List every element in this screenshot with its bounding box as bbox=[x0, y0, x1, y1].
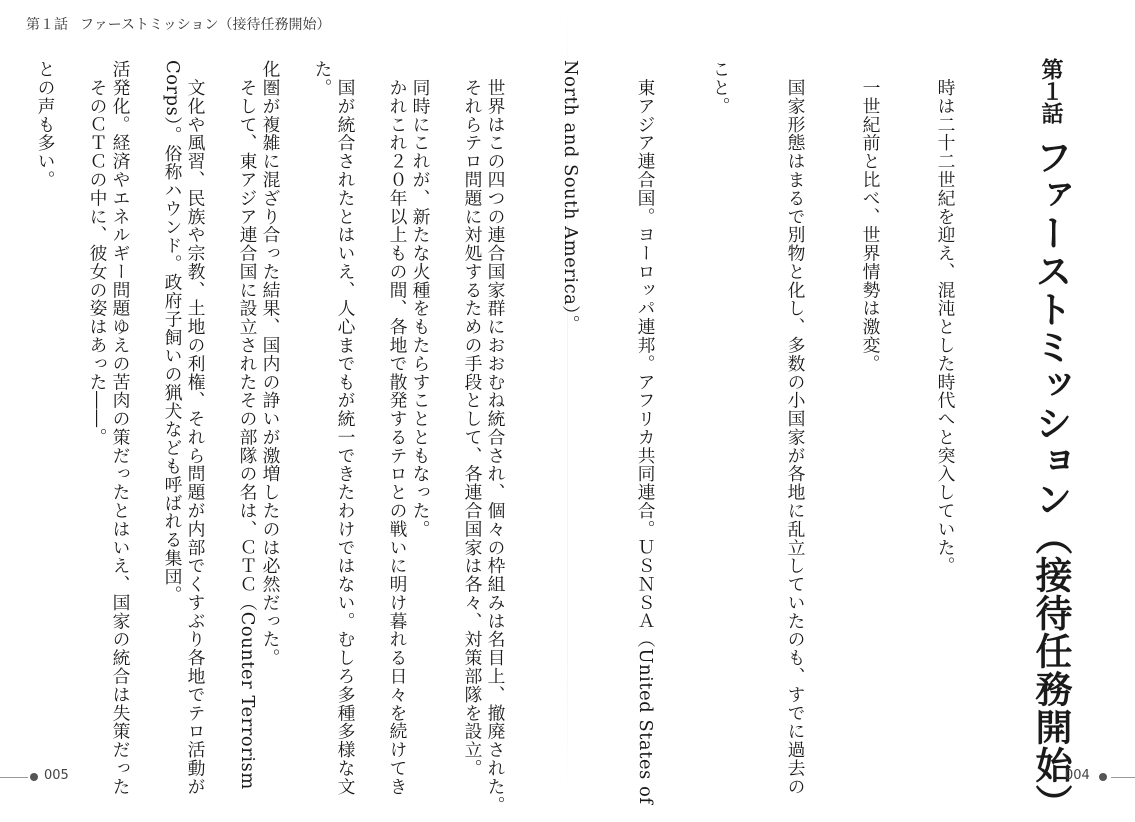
body-line: 国が統合されたとはいえ、人心までもが統一できたわけではない。むしろ多種多様な文 bbox=[335, 60, 356, 796]
body-line: た。 bbox=[312, 60, 333, 97]
chapter-title-text: ファーストミッション（接待任務開始） bbox=[1029, 137, 1072, 822]
footer-rule bbox=[1111, 777, 1135, 778]
chapter-number: 第１話 bbox=[1038, 58, 1063, 124]
body-line: 一世紀前と比べ、世界情勢は激変。 bbox=[860, 60, 881, 373]
body-line: 文化や風習、民族や宗教、土地の利権、それら問題が内部でくすぶり各地でテロ活動が bbox=[185, 60, 206, 796]
body-line: こと。 bbox=[710, 60, 731, 116]
body-line: Corps）。俗称ハウンド。政府子飼いの猟犬なども呼ばれる集団。 bbox=[162, 60, 183, 604]
body-line: との声も多い。 bbox=[35, 60, 56, 189]
running-header-chapter-label: 第１話 bbox=[26, 17, 68, 33]
body-line: 化圏が複雑に混ざり合った結果、国内の諍いが激増したのは必然だった。 bbox=[260, 60, 281, 667]
running-header-chapter-name: ファーストミッション（接待任務開始） bbox=[80, 17, 331, 33]
body-line: かれこれ２０年以上もの間、各地で散発するテロとの戦いに明け暮れる日々を続けてき bbox=[387, 60, 408, 796]
body-line: 世界はこの四つの連合国家群におおむね統合され、個々の枠組みは名目上、撤廃された。 bbox=[485, 60, 506, 814]
body-line: 国家形態はまるで別物と化し、多数の小国家が各地に乱立していたのも、すでに過去の bbox=[785, 60, 806, 796]
footer-dot bbox=[30, 773, 38, 781]
body-line: そのＣＴＣの中に、彼女の姿はあった――。 bbox=[87, 60, 108, 447]
body-line: 時は二十二世紀を迎え、混沌とした時代へと突入していた。 bbox=[935, 60, 956, 575]
page-number: 005 bbox=[44, 768, 69, 783]
running-header bbox=[26, 14, 330, 34]
body-line: それらテロ問題に対処するための手段として、各連合国家は各々、対策部隊を設立。 bbox=[462, 60, 483, 778]
body-line: 活発化。経済やエネルギー問題ゆえの苦肉の策だったとはいえ、国家の統合は失策だった bbox=[110, 60, 131, 796]
page-number: 004 bbox=[1065, 768, 1090, 783]
body-line: 同時にこれが、新たな火種をもたらすことともなった。 bbox=[410, 60, 431, 539]
body-line: そして、東アジア連合国に設立されたその部隊の名は、ＣＴＣ（Counter Terrorism bbox=[237, 60, 258, 790]
left-page-footer bbox=[0, 768, 80, 788]
footer-dot bbox=[1099, 773, 1107, 781]
right-page-footer bbox=[1055, 768, 1135, 788]
body-line: North and South America）。 bbox=[560, 60, 581, 334]
body-line: 東アジア連合国。ヨーロッパ連邦。アフリカ共同連合。ＵＳＮＳＡ（United States of bbox=[635, 60, 656, 805]
footer-rule bbox=[0, 777, 28, 778]
